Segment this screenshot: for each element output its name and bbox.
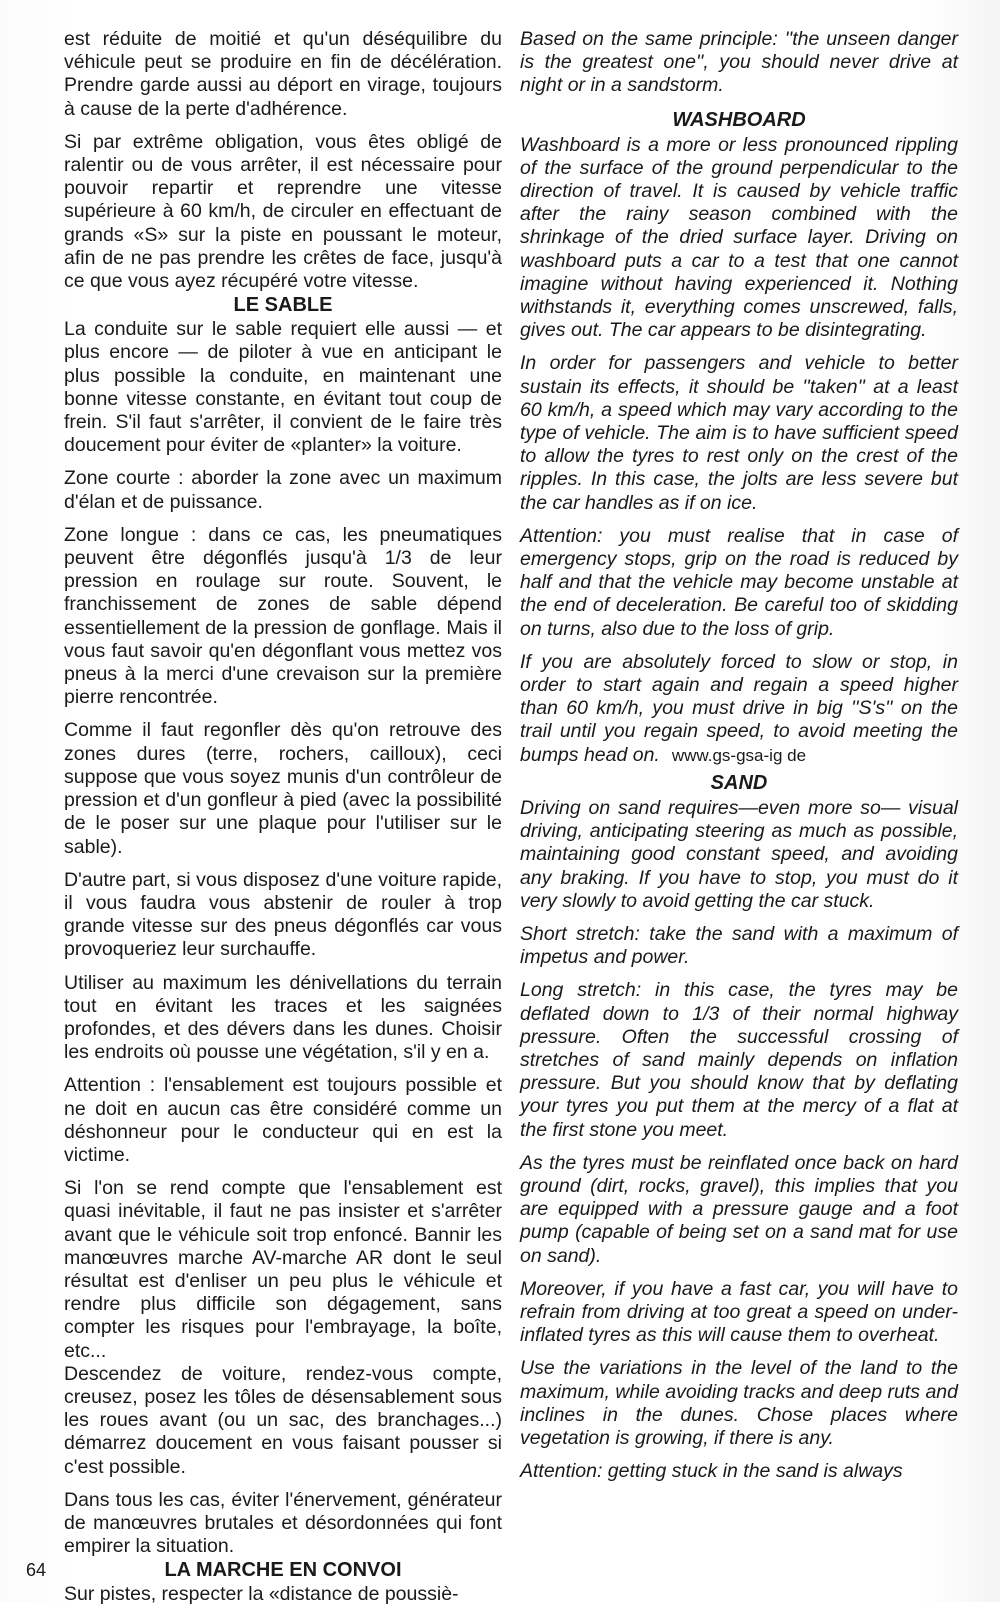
paragraph: Attention: getting stuck in the sand is always — [520, 1460, 903, 1483]
paragraph: Zone longue : dans ce cas, les pneumatiques peuvent être dégonflés jusqu'à 1/3 de leur pression en roulage sur route. Souvent, le franchissement de zones de sable dépend essentiellement de la pression de gonflage. Mais il vous faut savoir qu'en dégonflant vous mettez vos pneus à la merci d'une crevaison sur la première pierre rencontrée. — [64, 523, 502, 709]
paragraph: As the tyres must be reinflated once back on hard ground (dirt, rocks, gravel), this implies that you are equipped with a pressure gauge and a foot pump (capable of being set on a sand mat for use on sand). — [520, 1151, 958, 1267]
paragraph: est réduite de moitié et qu'un déséquilibre du véhicule peut se produire en fin de décélération. Prendre garde aussi au déport en virage, toujours à cause de la perte d'adhérence. — [64, 28, 502, 120]
section-heading-sand: SAND — [710, 771, 768, 794]
paragraph: D'autre part, si vous disposez d'une voiture rapide, il vous faudra vous abstenir de rouler à trop grande vitesse sur des pneus dégonflés car vous provoqueriez leur surchauffe. — [64, 868, 502, 961]
paragraph: Washboard is a more or less pronounced rippling of the surface of the ground perpendicular to the direction of travel. It is caused by vehicle traffic after the rainy season combined with the shrinkage of the dried surface layer. Driving on washboard puts a car to a test that one cannot imagine without having experienced it. Nothing withstands it, everything comes unscrewed, falls, gives out. The car appears to be disintegrating. — [520, 133, 958, 342]
section-heading-convoi: LA MARCHE EN CONVOI — [164, 1559, 402, 1582]
paragraph: Long stretch: in this case, the tyres may be deflated down to 1/3 of their normal highway pressure. Often the successful crossing of stretches of sand mainly depends on inflation pressure. But you should know that by deflating your tyres you put them at the mercy of a flat at the first stone you meet. — [520, 979, 958, 1141]
paragraph: Short stretch: take the sand with a maximum of impetus and power. — [520, 922, 958, 969]
paragraph: Zone courte : aborder la zone avec un maximum d'élan et de puissance. — [64, 467, 502, 513]
paragraph: Attention : l'ensablement est toujours possible et ne doit en aucun cas être considéré comme un déshonneur pour le conducteur qui en est la victime. — [64, 1074, 502, 1166]
watermark-url: www.gs-gsa-ig de — [671, 745, 807, 765]
paragraph: Dans tous les cas, éviter l'énervement, générateur de manœuvres brutales et désordonnées qui font empirer la situation. — [64, 1488, 502, 1558]
paragraph-text: If you are absolutely forced to slow or stop, in order to start again and regain a speed higher than 60 km/h, you must drive in big ''S's'' on the trail until you regain speed, to avoid meeting the bumps head on. — [520, 650, 958, 766]
paragraph: Based on the same principle: ''the unseen danger is the greatest one'', you should never drive at night or in a sandstorm. — [520, 28, 958, 97]
paragraph: Descendez de voiture, rendez-vous compte, creusez, posez les tôles de désensablement sous les roues avant (ou un sac, des branchages...) démarrez doucement en vous faisant pousser si c'est possible. — [64, 1362, 502, 1478]
english-column — [520, 28, 958, 1483]
paragraph: Attention: you must realise that in case of emergency stops, grip on the road is reduced by half and that the vehicle may become unstable at the end of deceleration. Be careful too of skidding on turns, also due to the loss of grip. — [520, 524, 958, 640]
page-number: 64 — [26, 1560, 47, 1580]
paragraph: In order for passengers and vehicle to better sustain its effects, it should be ''taken'' at a least 60 km/h, a speed which may vary according to the type of vehicle. The aim is to have sufficient speed to allow the tyres to rest only on the crest of the ripples. In this case, the jolts are less severe but the car handles as if on ice. — [520, 352, 958, 514]
paragraph — [520, 651, 958, 767]
french-column — [64, 28, 502, 1607]
paragraph: Utiliser au maximum les dénivellations du terrain tout en évitant les traces et les saignées profondes, et des dévers dans les dunes. Choisir les endroits où pousse une végétation, s'il y en a. — [64, 971, 502, 1064]
paragraph: Sur pistes, respecter la «distance de poussiè- — [64, 1583, 459, 1606]
paragraph: Moreover, if you have a fast car, you will have to refrain from driving at too great a speed on under-inflated tyres as this will cause them to overheat. — [520, 1277, 958, 1347]
paragraph: Si l'on se rend compte que l'ensablement est quasi inévitable, il faut ne pas insister et s'arrêter avant que le véhicule soit trop enfoncé. Bannir les manœuvres marche AV-marche AR dont le seul résultat est d'enliser un peu plus le véhicule et rendre plus difficile son dégagement, sans compter les risques pour l'embrayage, la boîte, etc... — [64, 1177, 502, 1362]
section-heading-washboard: WASHBOARD — [672, 108, 806, 131]
paragraph: Driving on sand requires—even more so— visual driving, anticipating steering as much as possible, maintaining good constant speed, and avoiding any braking. If you have to stop, you must do it very slowly to avoid getting the car stuck. — [520, 796, 958, 912]
section-heading-sable: LE SABLE — [233, 294, 333, 317]
paragraph: La conduite sur le sable requiert elle aussi — et plus encore — de piloter à vue en anticipant le plus possible la conduite, en maintenant une bonne vitesse constante, en évitant tout coup de frein. S'il faut s'arrêter, il convient de le faire très doucement pour éviter de «planter» la voiture. — [64, 318, 502, 457]
paragraph: Si par extrême obligation, vous êtes obligé de ralentir ou de vous arrêter, il est nécessaire pour pouvoir repartir et reprendre une vitesse supérieure à 60 km/h, de circuler en effectuant de grands «S» sur la piste en poussant le moteur, afin de ne pas prendre les crêtes de face, jusqu'à ce que vous ayez récupéré votre vitesse. — [64, 130, 502, 293]
paragraph: Comme il faut regonfler dès qu'on retrouve des zones dures (terre, rochers, cailloux), ceci suppose que vous soyez munis d'un contrôleur de pression et d'un gonfleur à pied (avec la possibilité de le poser sur une plaque pour l'utiliser sur le sable). — [64, 719, 502, 858]
paragraph: Use the variations in the level of the land to the maximum, while avoiding tracks and deep ruts and inclines in the dunes. Chose places where vegetation is growing, if there is any. — [520, 1357, 958, 1449]
